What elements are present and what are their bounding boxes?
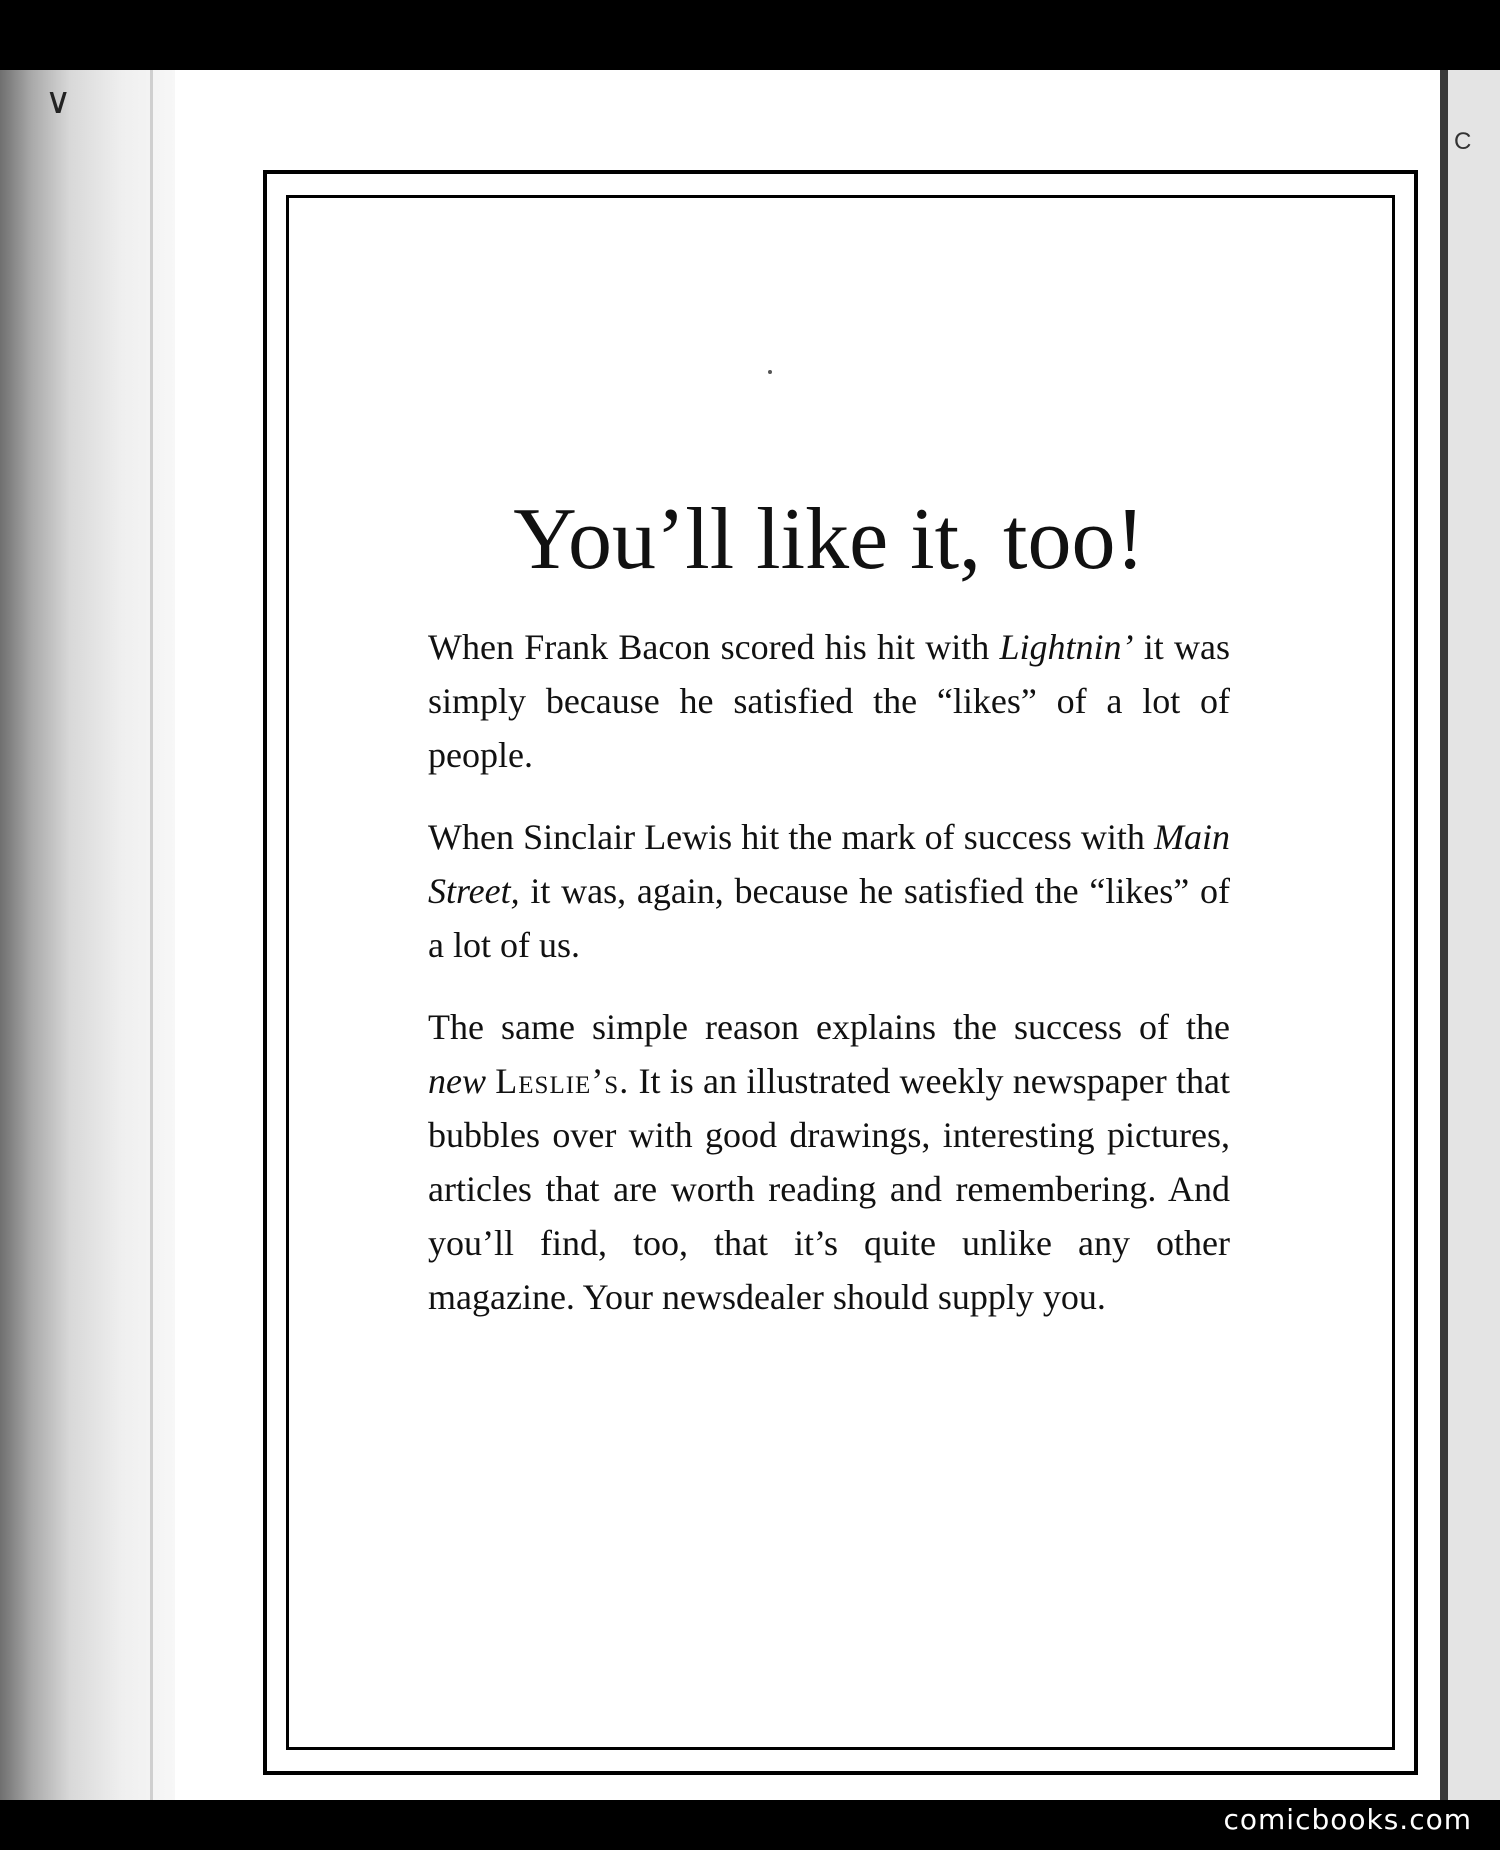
paragraph-text: When Sinclair Lewis hit the mark of success with xyxy=(428,817,1154,857)
next-page-edge xyxy=(1440,70,1500,1800)
paragraph-text: When Frank Bacon scored his hit with xyxy=(428,627,1000,667)
binding-mark-icon: ∨ xyxy=(45,81,72,121)
next-page-cut-text: C xyxy=(1454,128,1472,155)
headline: You’ll like it, too! xyxy=(513,491,1145,588)
page-stack-line xyxy=(150,70,153,1800)
ad-content xyxy=(428,480,1230,1352)
print-speck xyxy=(768,370,772,374)
paragraph-frank-bacon xyxy=(428,620,1230,782)
paragraph-sinclair-lewis xyxy=(428,810,1230,972)
paragraph-leslies xyxy=(428,1000,1230,1324)
paragraph-text: It is an illustrated weekly newspaper that bubbles over with good drawings, interesting pictures, articles that are worth reading and remembering. And you’ll find, too, that it’s quite unlike any other magazine. Your newsdealer should supply you. xyxy=(428,1061,1230,1317)
paragraph-text: it was, again, because he satisfied the “likes” of a lot of us. xyxy=(428,871,1230,965)
watermark: comicbooks.com xyxy=(1223,1803,1472,1836)
book-gutter-edge xyxy=(0,70,175,1800)
play-title: Lightnin’ xyxy=(999,627,1134,667)
book-title: Main Street, xyxy=(428,817,1230,911)
emphasis-word: new xyxy=(428,1061,486,1101)
magazine-name: Leslie’s. xyxy=(495,1061,630,1101)
paragraph-text: it was simply because he satisfied the “likes” of a lot of people. xyxy=(428,627,1230,775)
paragraph-text: The same simple reason explains the success of the xyxy=(428,1007,1230,1047)
